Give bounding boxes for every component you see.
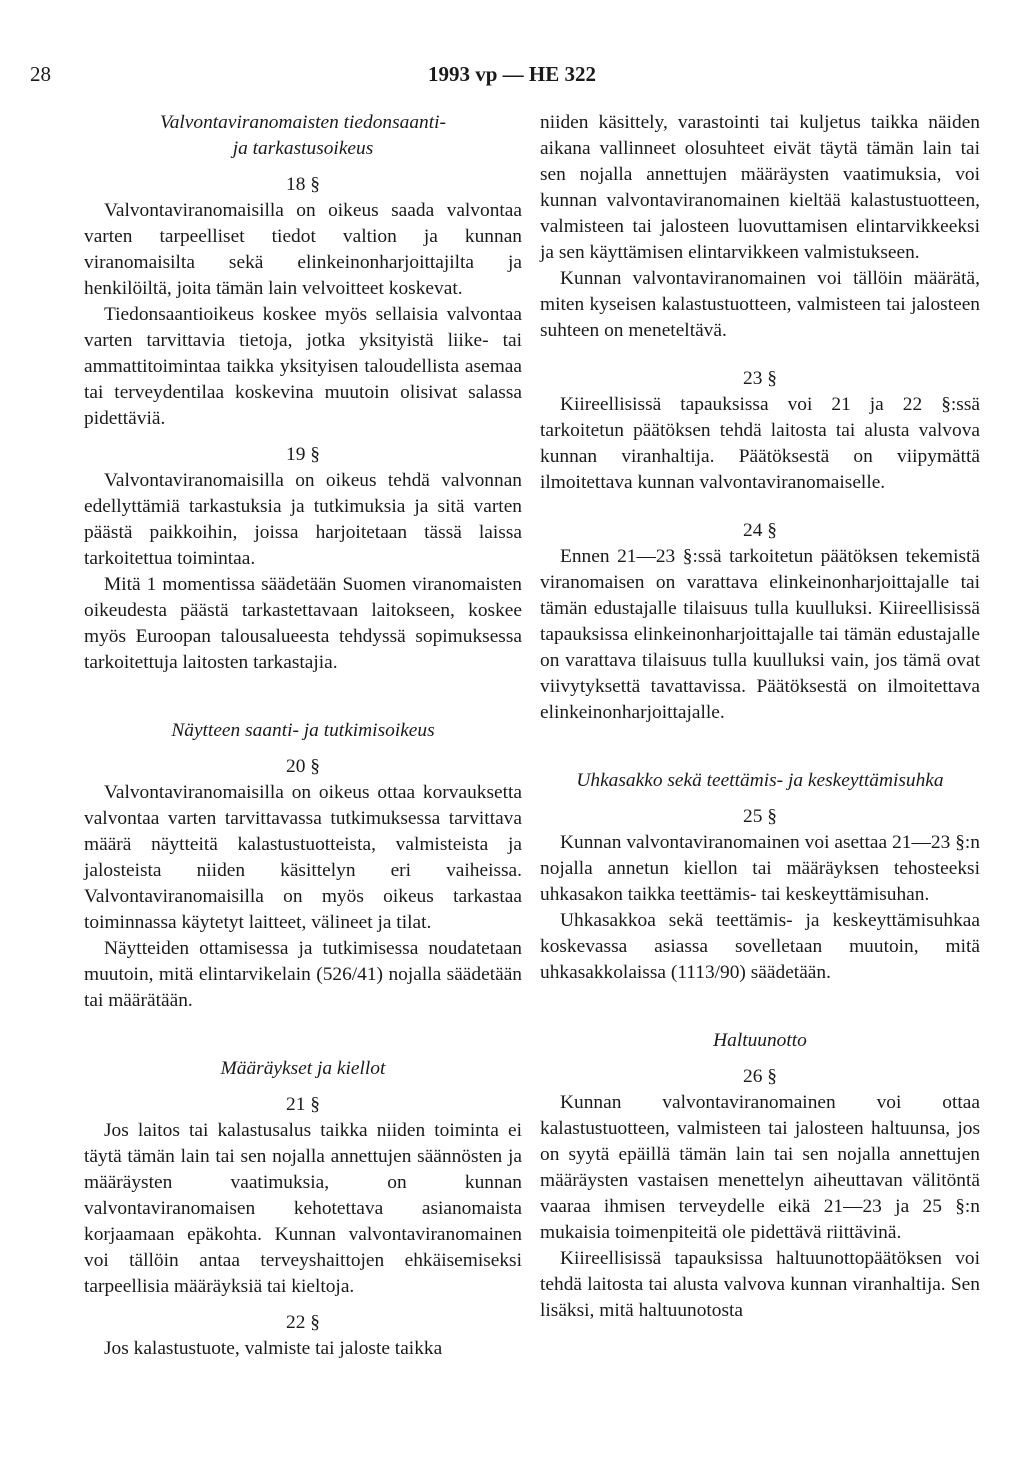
paragraph: Kunnan valvontaviranomainen voi tällöin määrätä, miten kyseisen kalastustuotteen, valmisteen tai jalosteen suhteen on meneteltävä. bbox=[540, 268, 980, 341]
paragraph: Kiireellisissä tapauksissa voi 21 ja 22 §:ssä tarkoitetun päätöksen tehdä laitosta tai alusta valvova kunnan viranhaltija. Päätöksestä on viipymättä ilmoitettava kunnan valvontaviranomaiselle. bbox=[540, 394, 980, 493]
section-23: 23 § bbox=[743, 368, 777, 389]
section-22: 22 § bbox=[286, 1312, 320, 1333]
section-21: 21 § bbox=[286, 1094, 320, 1115]
section-19: 19 § bbox=[286, 444, 320, 465]
heading-valvontaviranomaisten-tiedonsaanti-line2: ja tarkastusoikeus bbox=[232, 138, 374, 159]
heading-nayttteen-saanti: Näytteen saanti- ja tutkimisoikeus bbox=[171, 720, 435, 741]
paragraph: Jos laitos tai kalastusalus taikka niiden toiminta ei täytä tämän lain tai sen nojalla annettujen säännösten ja määräysten vaatimuksia, on kunnan valvontaviranomaisen kehotettava asianomaista korjaamaan epäkohta. Kunnan valvontaviranomainen voi tällöin antaa terveyshaittojen ehkäisemiseksi tarpeellisia määräyksiä tai kieltoja. bbox=[84, 1120, 522, 1297]
paragraph: Kunnan valvontaviranomainen voi ottaa kalastustuotteen, valmisteen tai jalosteen haltuunsa, jos on syytä epäillä tämän lain tai sen nojalla annettujen määräysten vastaisen menettelyn aiheuttavan välitöntä vaaraa ihmisen terveydelle eikä 21—23 ja 25 §:n mukaisia toimenpiteitä ole pidettävä riittävinä. bbox=[540, 1092, 980, 1243]
paragraph: Näytteiden ottamisessa ja tutkimisessa noudatetaan muutoin, mitä elintarvikelain (526/41) nojalla säädetään tai määrätään. bbox=[84, 938, 522, 1011]
heading-haltuunotto: Haltuunotto bbox=[713, 1030, 807, 1051]
paragraph: Valvontaviranomaisilla on oikeus saada valvontaa varten tarpeelliset tiedot valtion ja kunnan viranomaisilta sekä elinkeinonharjoittajilta ja henkilöiltä, joita tämän lain velvoitteet koskevat. bbox=[84, 200, 522, 299]
paragraph: Jos kalastustuote, valmiste tai jaloste taikka bbox=[104, 1338, 443, 1359]
paragraph: Kunnan valvontaviranomainen voi asettaa 21—23 §:n nojalla annetun kiellon tai määräyksen tehosteeksi uhkasakon taikka teettämis- tai keskeyttämisuhan. bbox=[540, 832, 980, 905]
running-head: 1993 vp — HE 322 bbox=[427, 62, 597, 86]
paragraph: Uhkasakkoa sekä teettämis- ja keskeyttämisuhkaa koskevassa asiassa sovelletaan muutoin, mitä uhkasakkolaissa (1113/90) säädetään. bbox=[540, 910, 980, 983]
heading-valvontaviranomaisten-tiedonsaanti-line1: Valvontaviranomaisten tiedonsaanti- bbox=[160, 112, 446, 133]
paragraph: Valvontaviranomaisilla on oikeus tehdä valvonnan edellyttämiä tarkastuksia ja tutkimuksia ja sitä varten päästä paikkoihin, joissa harjoitetaan tässä laissa tarkoitettua toimintaa. bbox=[84, 470, 522, 569]
paragraph: Mitä 1 momentissa säädetään Suomen viranomaisten oikeudesta päästä tarkastettavaan laitokseen, koskee myös Euroopan talousalueesta tehdyssä sopimuksessa tarkoitettuja laitosten tarkastajia. bbox=[84, 574, 522, 673]
left-column bbox=[84, 110, 522, 1362]
paragraph-continued: niiden käsittely, varastointi tai kuljetus taikka näiden aikana vallinneet olosuhteet eivät täytä tämän lain tai sen nojalla annettujen määräysten vaatimuksia, voi kunnan valvontaviranomainen kieltää kalastustuotteen, valmisteen tai jalosteen luovuttamisen elintarvikkeeksi ja sen käyttämisen elintarvikkeen valmistukseen. bbox=[540, 112, 980, 263]
paragraph: Kiireellisissä tapauksissa haltuunottopäätöksen voi tehdä laitosta tai alusta valvova kunnan viranhaltija. Sen lisäksi, mitä haltuunotosta bbox=[540, 1248, 980, 1321]
paragraph: Tiedonsaantioikeus koskee myös sellaisia valvontaa varten tarvittavia tietoja, jotka yksityistä liike- tai ammattitoimintaa taikka yksityisen taloudellista asemaa tai terveydentilaa koskevina muutoin olisivat salassa pidettäviä. bbox=[84, 304, 522, 429]
section-25: 25 § bbox=[743, 806, 777, 827]
section-26: 26 § bbox=[743, 1066, 777, 1087]
heading-uhkasakko: Uhkasakko sekä teettämis- ja keskeyttämisuhka bbox=[576, 770, 944, 791]
paragraph: Valvontaviranomaisilla on oikeus ottaa korvauksetta valvontaa varten tarvittavassa tutkimuksessa tarvittava määrä näytteitä kalastustuotteista, valmisteista ja jalosteista niiden käsittelyn eri vaiheissa. Valvontaviranomaisilla on myös oikeus tarkastaa toiminnassa käytetyt laitteet, välineet ja tilat. bbox=[84, 782, 522, 933]
page-number: 28 bbox=[30, 62, 51, 86]
section-20: 20 § bbox=[286, 756, 320, 777]
page-header bbox=[30, 62, 994, 92]
paragraph: Ennen 21—23 §:ssä tarkoitetun päätöksen tekemistä viranomaisen on varattava elinkeinonharjoittajalle tai tämän edustajalle tilaisuus tulla kuulluksi. Kiireellisissä tapauksissa elinkeinonharjoittajalle tai tämän edustajalle on varattava tilaisuus tulla kuulluksi vain, jos tämä ovat viivytyksettä tavattavissa. Päätöksestä on ilmoitettava elinkeinonharjoittajalle. bbox=[540, 546, 980, 723]
heading-maaraykset-ja-kiellot: Määräykset ja kiellot bbox=[220, 1058, 386, 1079]
right-column bbox=[540, 110, 980, 1324]
section-18: 18 § bbox=[286, 174, 320, 195]
section-24: 24 § bbox=[743, 520, 777, 541]
